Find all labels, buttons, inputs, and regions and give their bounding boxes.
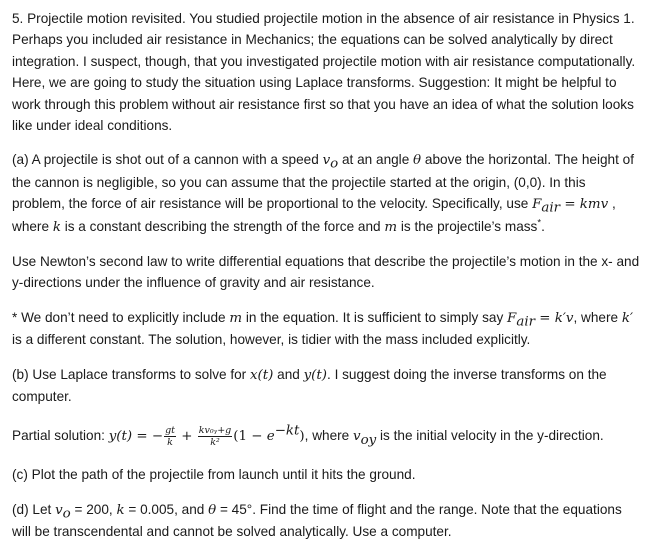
text: , where [12, 196, 616, 234]
math-y-of-t: y(t) [303, 367, 328, 383]
math-k: k [116, 502, 125, 518]
math-kprime-v: k′v [554, 310, 574, 326]
text: , where [573, 309, 622, 325]
math-m: m [229, 310, 243, 326]
math-e: e [266, 428, 275, 444]
partial-solution-paragraph [12, 425, 641, 448]
math-equals: = [560, 197, 580, 213]
math-sub: air [541, 200, 561, 216]
math-paren: ) [299, 428, 305, 444]
problem-title: 5. Projectile motion revisited. [12, 11, 186, 26]
intro-paragraph [12, 8, 641, 136]
part-d-paragraph [12, 499, 641, 543]
fraction-numerator: gt [165, 424, 175, 436]
fraction-numerator: kv₀ᵧ+g [198, 424, 232, 436]
text: is a different constant. The solution, however, is tidier with the mass included explicitly. [12, 332, 531, 348]
math-kprime: k′ [621, 310, 633, 326]
text: = 200, [70, 501, 117, 517]
math-kmv: kmv [579, 197, 609, 213]
fraction-denominator: k² [210, 436, 220, 448]
text: Partial solution: [12, 427, 109, 443]
text: is the initial velocity in the y-direction. [376, 427, 604, 443]
math-equals-minus: = − [132, 428, 164, 444]
math-y-of-t: y(t) [108, 428, 133, 444]
footnote-paragraph [12, 307, 641, 351]
text: in the equation. It is sufficient to simply say [242, 309, 508, 325]
fraction-denominator: k [167, 436, 173, 448]
text: above the horizontal. The height of the cannon is negligible, so you can assume that the projectile started at the origin, (0,0). In this problem, the force of air resistance will be proportional to the velocity. Specifically, use [12, 152, 634, 212]
text: , where [304, 427, 354, 443]
intro-body: You studied projectile motion in the absence of air resistance in Physics 1. Perhaps you included air resistance in Mechanics; the equations can be solved analytically by direct integration. I suspect, though, that you investigated projectile motion with air resistance computationally. Here, we are going to study the situation using Laplace transforms. Suggestion: It might be helpful to work through this problem without air resistance first so that you have an idea of what the solution looks like under ideal conditions. [12, 11, 636, 134]
math-plus: + [176, 428, 197, 444]
text: is the projectile’s mass [397, 218, 538, 234]
text: is a constant describing the strength of the force and [60, 218, 385, 234]
math-x-of-t: x(t) [249, 367, 274, 383]
math-theta: θ [413, 153, 422, 169]
fraction-kvoy-g-over-k2 [198, 425, 233, 448]
text: * We don’t need to explicitly include [12, 309, 230, 325]
math-v: v [353, 428, 361, 444]
text: (d) Let [12, 501, 56, 517]
math-k: k [52, 219, 61, 235]
text: at an angle [338, 152, 414, 168]
part-a-paragraph [12, 149, 641, 238]
math-F: F [507, 310, 517, 326]
text: . [541, 218, 545, 234]
math-theta: θ [208, 502, 217, 518]
text: . I suggest doing the inverse transforms on the computer. [12, 366, 607, 405]
math-paren: (1 − [233, 428, 267, 444]
newton-paragraph: Use Newton’s second law to write differential equations that describe the projectile’s motion in the x- and y-directions under the influence of gravity and air resistance. [12, 254, 640, 291]
text: and [273, 366, 304, 382]
text: (a) A projectile is shot out of a cannon with a speed [12, 152, 323, 168]
math-F: F [532, 197, 542, 213]
text: (b) Use Laplace transforms to solve for [12, 366, 250, 382]
math-sub: air [516, 314, 536, 330]
math-sub: o [330, 157, 339, 173]
text: = 0.005, and [124, 501, 209, 517]
math-sup: −kt [274, 423, 300, 439]
math-equals: = [535, 310, 555, 326]
part-b-paragraph [12, 364, 641, 408]
math-v: v [55, 502, 63, 518]
math-v0: v [322, 153, 331, 169]
math-sub: oy [360, 432, 377, 448]
fraction-gt-over-k [164, 425, 176, 448]
part-c-paragraph: (c) Plot the path of the projectile from launch until it hits the ground. [12, 466, 416, 482]
text: = 45°. Find the time of flight and the range. Note that the equations will be transcendental and cannot be solved analytically. Use a computer. [12, 501, 622, 540]
math-sub: o [62, 506, 71, 522]
math-m: m [384, 219, 398, 235]
footnote-marker: * [537, 217, 542, 229]
